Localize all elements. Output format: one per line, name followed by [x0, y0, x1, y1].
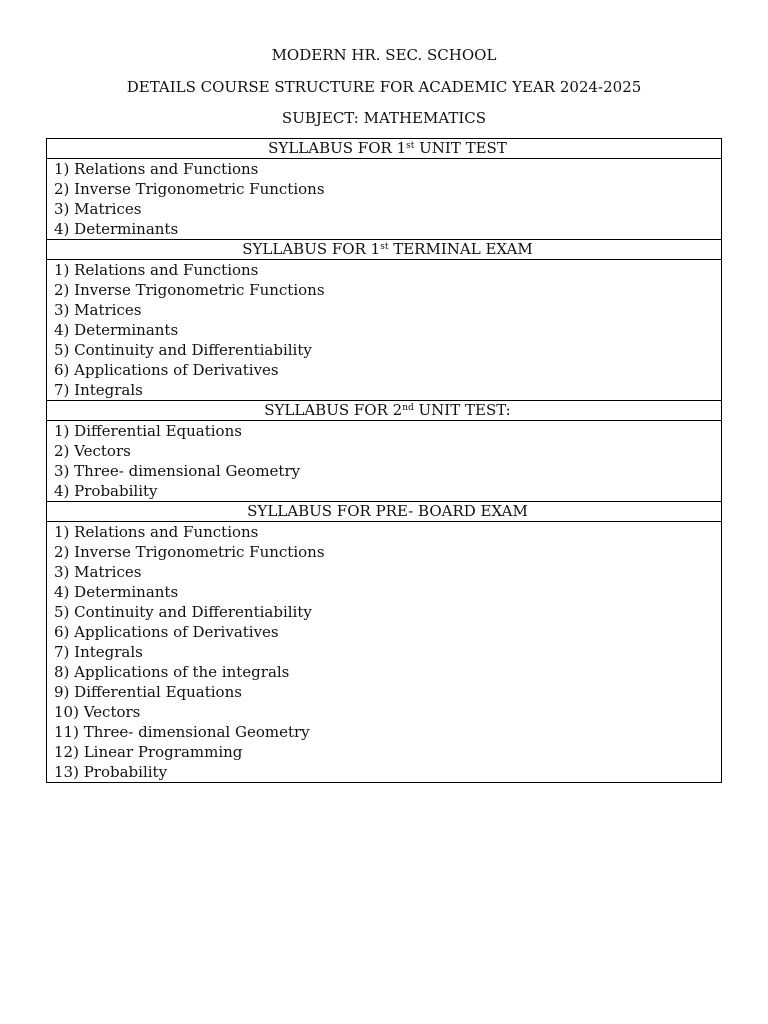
- topic-item: 1) Relations and Functions: [54, 523, 259, 541]
- topic-item: 7) Integrals: [54, 381, 143, 399]
- topic-item: 1) Relations and Functions: [54, 160, 259, 178]
- topic-item: 9) Differential Equations: [54, 683, 242, 701]
- section-title-ordinal-suffix: st: [406, 141, 415, 151]
- topic-list: [54, 159, 721, 239]
- topic-item: 2) Inverse Trigonometric Functions: [54, 281, 325, 299]
- section-title: [47, 401, 722, 421]
- section-header-row: [47, 240, 722, 260]
- topic-item: 12) Linear Programming: [54, 743, 243, 761]
- topic-list-cell: [47, 421, 722, 502]
- topic-list-cell: [47, 522, 722, 783]
- topic-item: 4) Determinants: [54, 583, 179, 601]
- section-title-text-end: UNIT TEST: [414, 139, 507, 157]
- section-header-row: [47, 502, 722, 522]
- section-title: [47, 240, 722, 260]
- section-title: [47, 502, 722, 522]
- topic-item: 7) Integrals: [54, 643, 143, 661]
- topic-item: 5) Continuity and Differentiability: [54, 603, 312, 621]
- topic-item: 11) Three- dimensional Geometry: [54, 723, 310, 741]
- syllabus-table: [46, 138, 722, 783]
- topic-item: 3) Matrices: [54, 200, 142, 218]
- topic-item: 5) Continuity and Differentiability: [54, 341, 312, 359]
- section-title-ordinal-suffix: nd: [402, 403, 414, 413]
- topic-item: 6) Applications of Derivatives: [54, 361, 279, 379]
- section-title-ordinal-suffix: st: [380, 242, 389, 252]
- topic-item: 1) Relations and Functions: [54, 261, 259, 279]
- section-topics-row: [47, 159, 722, 240]
- topic-item: 4) Determinants: [54, 220, 179, 238]
- section-title-text: SYLLABUS FOR 1: [242, 240, 381, 258]
- topic-list-cell: [47, 159, 722, 240]
- topic-item: 6) Applications of Derivatives: [54, 623, 279, 641]
- topic-list: [54, 260, 721, 400]
- topic-item: 3) Three- dimensional Geometry: [54, 462, 301, 480]
- section-topics-row: [47, 421, 722, 502]
- topic-item: 4) Determinants: [54, 321, 179, 339]
- section-title-text-end: UNIT TEST:: [413, 401, 511, 419]
- section-title: [47, 139, 722, 159]
- syllabus-table-body: [47, 139, 722, 783]
- section-title-text: SYLLABUS FOR 1: [268, 139, 407, 157]
- topic-item: 1) Differential Equations: [54, 422, 242, 440]
- section-header-row: [47, 139, 722, 159]
- section-title-text: SYLLABUS FOR 2: [264, 401, 403, 419]
- topic-item: 10) Vectors: [54, 703, 141, 721]
- topic-item: 2) Inverse Trigonometric Functions: [54, 543, 325, 561]
- topic-list: [54, 522, 721, 782]
- section-topics-row: [47, 260, 722, 401]
- course-structure-title: DETAILS COURSE STRUCTURE FOR ACADEMIC YEAR 2024-2025: [126, 78, 642, 96]
- section-title-text: SYLLABUS FOR PRE- BOARD EXAM: [247, 502, 528, 520]
- topic-item: 2) Vectors: [54, 442, 131, 460]
- topic-list-cell: [47, 260, 722, 401]
- school-name: MODERN HR. SEC. SCHOOL: [271, 46, 497, 64]
- subject-line: SUBJECT: MATHEMATICS: [281, 109, 487, 127]
- section-header-row: [47, 401, 722, 421]
- topic-item: 2) Inverse Trigonometric Functions: [54, 180, 325, 198]
- section-topics-row: [47, 522, 722, 783]
- topic-item: 3) Matrices: [54, 301, 142, 319]
- topic-item: 13) Probability: [54, 763, 168, 781]
- topic-list: [54, 421, 721, 501]
- topic-item: 3) Matrices: [54, 563, 142, 581]
- section-title-text-end: TERMINAL EXAM: [388, 240, 533, 258]
- topic-item: 4) Probability: [54, 482, 158, 500]
- topic-item: 8) Applications of the integrals: [54, 663, 290, 681]
